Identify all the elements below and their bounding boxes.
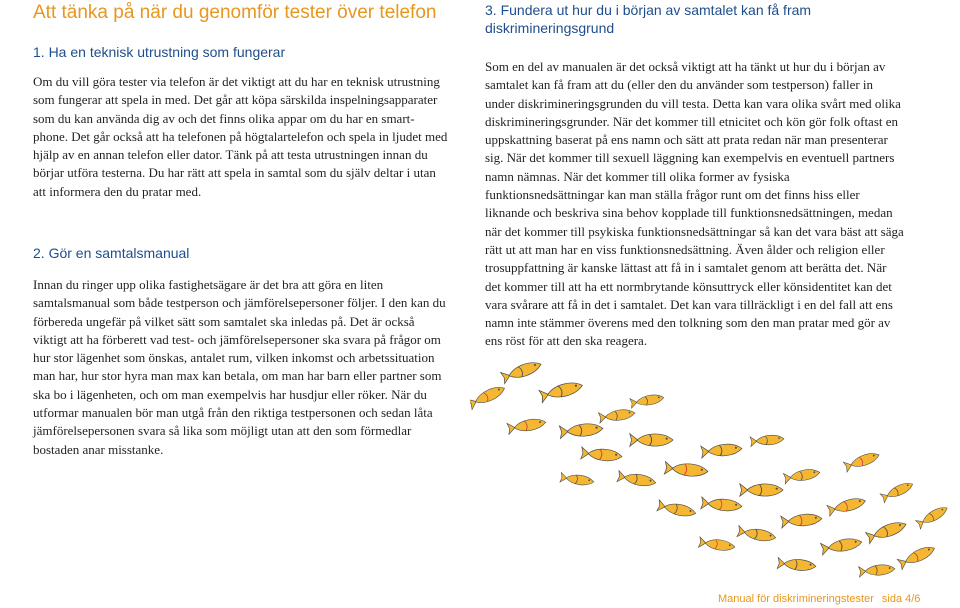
fish-icon [897,543,937,569]
page-title: Att tänka på när du genomför tester över telefon [33,2,437,23]
fish-icon [470,383,507,409]
fish-icon [843,450,880,472]
fish-icon [698,537,735,552]
fish-icon [559,422,603,438]
section-3-body: Som en del av manualen är det också viktigt att ha tänkt ut hur du i början av samtalet kan få fram att du (eller den du använder som testperson) faller in under diskrimineringsgrunden du vill testa. Detta kan vara olika svårt med olika diskrimineringsgrunder. När det kommer till etnicitet och kön gör folk oftast en uppskattning baserat på ens namn och sätt att prata redan när man presenterar sig. När det kommer till sexuell läggning kan exempelvis en eventuell partners namn nämnas. När det kommer till olika former av fysiska funktionsnedsättningar kan man ställa frågor runt om det finns hiss eller liknande och beskriva sina behov kopplade till funktionsnedsättningen, medan när det kommer till psykiska funktionsnedsättningar så kan det vara bäst att säga rätt ut att man har en viss funktionsnedsättning. Även ålder och religion eller trosuppfattning är kanske lättast att få in i samtalet genom att berätta det. När det kommer till att ha ett normbrytande könsuttryck eller könsidentitet kan det vara svårare att få in det i samtalet. Det kan vara tillräckligt i en del fall att ens namn inte stämmer överens med den tolkning som den man pratar med gör av ens röst för att den ska reagera. [485,59,904,349]
fish-icon [664,462,708,478]
footer-manual-title: Manual för diskrimineringstester [718,593,874,605]
fish-icon [539,379,584,402]
fish-icon [916,504,950,529]
fish-icon [737,526,777,544]
fish-icon [866,519,908,544]
fish-icon [657,500,697,519]
section-1-heading: 1. Ha en teknisk utrustning som fungerar [33,44,286,60]
footer-page-number: sida 4/6 [881,593,921,605]
fish-icon [617,471,657,489]
fish-icon [507,417,547,435]
fish-icon [777,557,816,572]
section-2-heading: 2. Gör en samtalsmanual [33,245,190,261]
fish-icon [827,495,867,516]
fish-icon [781,513,823,528]
section-3-heading: 3. Fundera ut hur du i början av samtalet kan få fram diskrimineringsgrund [485,2,812,36]
fish-icon [581,447,623,462]
fish-icon [821,536,863,555]
fish-icon [859,563,896,577]
fish-school-illustration [470,330,960,580]
fish-icon [750,434,784,447]
fish-icon [598,408,635,423]
fish-icon [740,484,783,497]
fish-icon [783,467,820,484]
section-2-body: Innan du ringer upp olika fastighetsägare är det bra att göra en liten samtalsmanual som både testperson och jämförelsepersoner följer. I den kan du förbereda ungefär på vilket sätt som samtalet ska inledas på. Det är också viktigt att ha förberett vad test- och jämförelsepersoner ska svara på frågor om hur stor lägenhet som önskas, antalet rum, vilken inkomst och arbetssituation man har, hur stor hyra man max kan betala, om man har barn eller partner som ska bo i lägenheten, och om man exempelvis har husdjur eller röker. När du utformar manualen bör man utgå från den riktiga testpersonen och sedan låta jämförelsepersonen svara så lika som möjligt utan att den som förmedlar bostaden anar misstanke. [33,277,446,457]
fish-icon [880,480,915,503]
fish-icon [630,393,665,408]
fish-icon [630,434,673,447]
section-1-body: Om du vill göra tester via telefon är det viktigt att du har en teknisk utrustning som fungerar att spela in med. Det går att köpa särskilda inspelningsapparater som du kan använda dig av och det finns olika appar om du har en smart-phone. Det går också att ha telefonen på högtalartelefon och spela in ljudet med hjälp av en annan telefon eller dator. Tänk på att testa utrustningen innan du börjar utföra testerna. Du har rätt att spela in samtal som du själv deltar i utan att informera den du pratar med. [33,74,448,199]
page-footer [718,593,920,605]
fish-icon [560,472,595,486]
fish-icon [701,497,743,512]
fish-icon [701,443,743,458]
fish-icon [501,359,543,384]
